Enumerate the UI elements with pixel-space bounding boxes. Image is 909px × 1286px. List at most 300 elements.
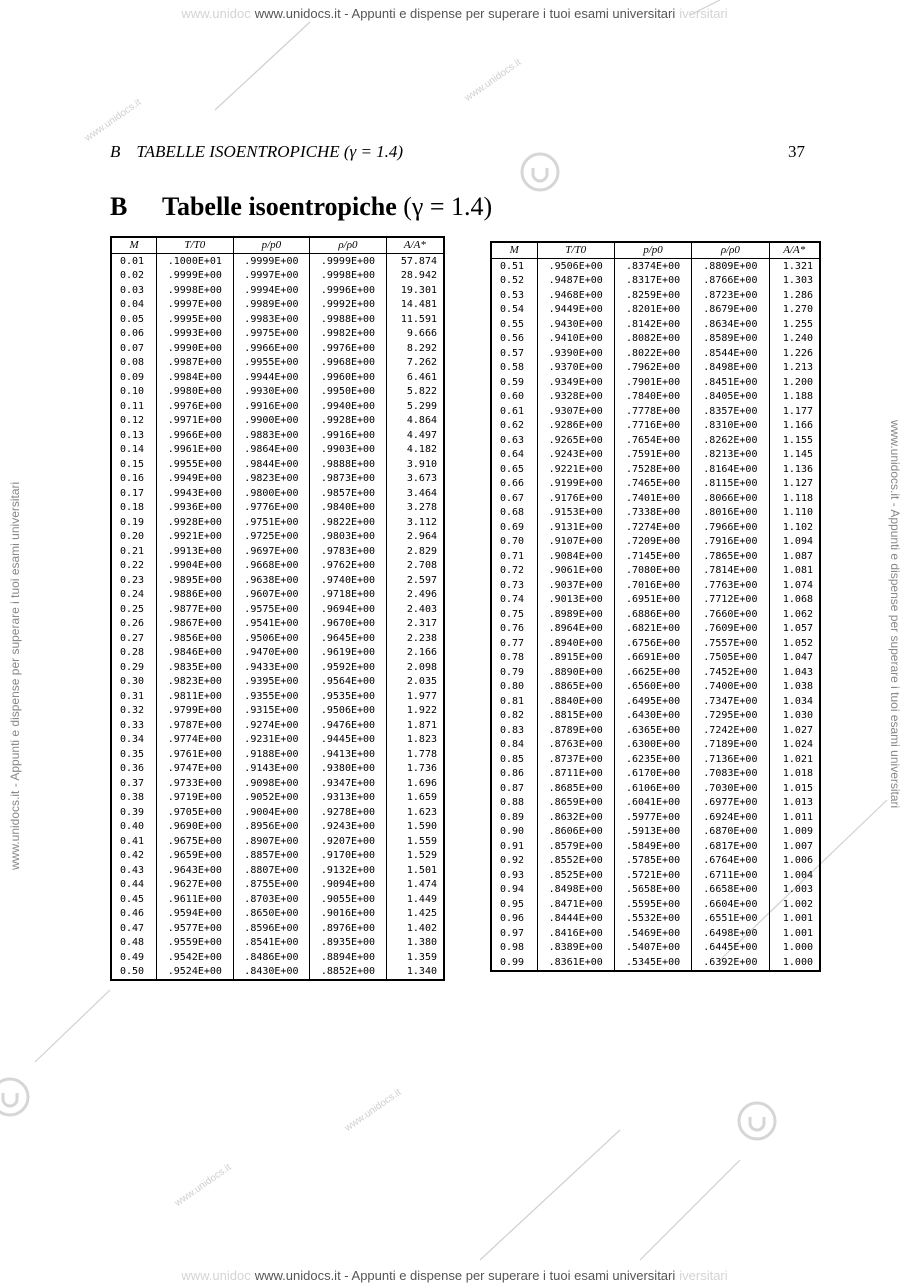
cell-mach: 0.37 — [111, 776, 157, 791]
cell-pressure-ratio: .7962E+00 — [614, 361, 691, 376]
cell-temperature-ratio: .8552E+00 — [537, 854, 614, 869]
table-row — [491, 462, 820, 477]
cell-pressure-ratio: .7401E+00 — [614, 491, 691, 506]
table-row — [111, 573, 444, 588]
cell-area-ratio: 1.047 — [769, 651, 820, 666]
cell-density-ratio: .8894E+00 — [310, 950, 387, 965]
cell-mach: 0.11 — [111, 399, 157, 414]
cell-temperature-ratio: .1000E+01 — [157, 254, 234, 269]
isentropic-table-right — [490, 241, 821, 972]
cell-pressure-ratio: .8541E+00 — [233, 936, 310, 951]
cell-mach: 0.90 — [491, 825, 537, 840]
table-row — [491, 317, 820, 332]
cell-area-ratio: 1.200 — [769, 375, 820, 390]
cell-temperature-ratio: .9430E+00 — [537, 317, 614, 332]
table-row — [491, 448, 820, 463]
cell-mach: 0.98 — [491, 941, 537, 956]
cell-density-ratio: .9968E+00 — [310, 356, 387, 371]
cell-density-ratio: .6604E+00 — [692, 897, 769, 912]
cell-density-ratio: .7189E+00 — [692, 738, 769, 753]
cell-pressure-ratio: .8807E+00 — [233, 863, 310, 878]
cell-temperature-ratio: .9787E+00 — [157, 718, 234, 733]
cell-density-ratio: .6658E+00 — [692, 883, 769, 898]
cell-mach: 0.34 — [111, 733, 157, 748]
cell-pressure-ratio: .7016E+00 — [614, 578, 691, 593]
cell-area-ratio: 2.496 — [386, 588, 444, 603]
cell-area-ratio: 28.942 — [386, 269, 444, 284]
watermark-diagonal: www.unidocs.it — [82, 97, 144, 144]
cell-pressure-ratio: .9800E+00 — [233, 486, 310, 501]
cell-temperature-ratio: .9995E+00 — [157, 312, 234, 327]
cell-area-ratio: 1.057 — [769, 622, 820, 637]
cell-pressure-ratio: .7145E+00 — [614, 549, 691, 564]
cell-pressure-ratio: .9864E+00 — [233, 443, 310, 458]
cell-pressure-ratio: .6041E+00 — [614, 796, 691, 811]
cell-pressure-ratio: .6170E+00 — [614, 767, 691, 782]
cell-temperature-ratio: .8789E+00 — [537, 723, 614, 738]
cell-pressure-ratio: .6300E+00 — [614, 738, 691, 753]
cell-density-ratio: .7712E+00 — [692, 593, 769, 608]
cell-density-ratio: .6551E+00 — [692, 912, 769, 927]
cell-pressure-ratio: .9823E+00 — [233, 472, 310, 487]
table-row — [111, 341, 444, 356]
watermark-right: www.unidocs.it - Appunti e dispense per superare i tuoi esami universitari — [888, 420, 902, 809]
cell-area-ratio: 1.027 — [769, 723, 820, 738]
cell-pressure-ratio: .8755E+00 — [233, 878, 310, 893]
cell-density-ratio: .8679E+00 — [692, 303, 769, 318]
cell-area-ratio: 2.166 — [386, 646, 444, 661]
cell-pressure-ratio: .9188E+00 — [233, 747, 310, 762]
cell-temperature-ratio: .9961E+00 — [157, 443, 234, 458]
cell-mach: 0.46 — [111, 907, 157, 922]
watermark-ghost-right: iversitari — [679, 6, 728, 21]
cell-pressure-ratio: .8857E+00 — [233, 849, 310, 864]
column-header-temperature-ratio: T/T0 — [537, 242, 614, 259]
cell-pressure-ratio: .5913E+00 — [614, 825, 691, 840]
cell-mach: 0.24 — [111, 588, 157, 603]
cell-temperature-ratio: .8659E+00 — [537, 796, 614, 811]
table-row — [111, 385, 444, 400]
cell-density-ratio: .7242E+00 — [692, 723, 769, 738]
cell-mach: 0.86 — [491, 767, 537, 782]
cell-mach: 0.35 — [111, 747, 157, 762]
cell-pressure-ratio: .9575E+00 — [233, 602, 310, 617]
table-row — [111, 269, 444, 284]
cell-area-ratio: 1.081 — [769, 564, 820, 579]
cell-temperature-ratio: .9221E+00 — [537, 462, 614, 477]
cell-temperature-ratio: .9559E+00 — [157, 936, 234, 951]
cell-density-ratio: .9347E+00 — [310, 776, 387, 791]
cell-mach: 0.61 — [491, 404, 537, 419]
cell-density-ratio: .9380E+00 — [310, 762, 387, 777]
table-row — [111, 472, 444, 487]
cell-mach: 0.31 — [111, 689, 157, 704]
cell-temperature-ratio: .9176E+00 — [537, 491, 614, 506]
cell-pressure-ratio: .9274E+00 — [233, 718, 310, 733]
table-row — [491, 680, 820, 695]
cell-density-ratio: .7030E+00 — [692, 781, 769, 796]
cell-area-ratio: 1.177 — [769, 404, 820, 419]
cell-area-ratio: 1.340 — [386, 965, 444, 981]
cell-mach: 0.30 — [111, 675, 157, 690]
cell-pressure-ratio: .9231E+00 — [233, 733, 310, 748]
table-row — [491, 622, 820, 637]
table-row — [491, 781, 820, 796]
cell-temperature-ratio: .9705E+00 — [157, 805, 234, 820]
table-row — [491, 839, 820, 854]
cell-pressure-ratio: .9470E+00 — [233, 646, 310, 661]
cell-mach: 0.99 — [491, 955, 537, 971]
cell-area-ratio: 1.736 — [386, 762, 444, 777]
cell-area-ratio: 2.597 — [386, 573, 444, 588]
cell-mach: 0.96 — [491, 912, 537, 927]
watermark-bottom — [0, 1268, 909, 1283]
cell-temperature-ratio: .8890E+00 — [537, 665, 614, 680]
cell-mach: 0.67 — [491, 491, 537, 506]
cell-area-ratio: 1.659 — [386, 791, 444, 806]
cell-temperature-ratio: .9998E+00 — [157, 283, 234, 298]
table-row — [111, 617, 444, 632]
cell-mach: 0.77 — [491, 636, 537, 651]
cell-mach: 0.22 — [111, 559, 157, 574]
cell-pressure-ratio: .5532E+00 — [614, 912, 691, 927]
table-row — [111, 849, 444, 864]
table-row — [111, 515, 444, 530]
cell-area-ratio: 1.030 — [769, 709, 820, 724]
cell-area-ratio: 1.778 — [386, 747, 444, 762]
cell-area-ratio: 1.188 — [769, 390, 820, 405]
cell-area-ratio: 1.021 — [769, 752, 820, 767]
cell-mach: 0.41 — [111, 834, 157, 849]
cell-pressure-ratio: .8956E+00 — [233, 820, 310, 835]
table-row — [491, 520, 820, 535]
cell-density-ratio: .9592E+00 — [310, 660, 387, 675]
cell-area-ratio: 1.009 — [769, 825, 820, 840]
table-row — [491, 346, 820, 361]
cell-area-ratio: 1.004 — [769, 868, 820, 883]
table-row — [491, 868, 820, 883]
cell-pressure-ratio: .6691E+00 — [614, 651, 691, 666]
cell-temperature-ratio: .9856E+00 — [157, 631, 234, 646]
cell-area-ratio: 1.043 — [769, 665, 820, 680]
cell-temperature-ratio: .8579E+00 — [537, 839, 614, 854]
table-row — [111, 689, 444, 704]
column-header-pressure-ratio: p/p0 — [614, 242, 691, 259]
cell-area-ratio: 1.286 — [769, 288, 820, 303]
section-title-text: Tabelle isoentropiche — [162, 192, 397, 221]
cell-mach: 0.02 — [111, 269, 157, 284]
cell-pressure-ratio: .9725E+00 — [233, 530, 310, 545]
cell-temperature-ratio: .9999E+00 — [157, 269, 234, 284]
cell-density-ratio: .9903E+00 — [310, 443, 387, 458]
table-row — [111, 414, 444, 429]
cell-pressure-ratio: .9930E+00 — [233, 385, 310, 400]
cell-density-ratio: .9740E+00 — [310, 573, 387, 588]
cell-density-ratio: .9996E+00 — [310, 283, 387, 298]
cell-area-ratio: 1.166 — [769, 419, 820, 434]
cell-mach: 0.47 — [111, 921, 157, 936]
cell-pressure-ratio: .9983E+00 — [233, 312, 310, 327]
cell-temperature-ratio: .9153E+00 — [537, 506, 614, 521]
cell-area-ratio: 1.501 — [386, 863, 444, 878]
cell-area-ratio: 1.006 — [769, 854, 820, 869]
cell-temperature-ratio: .9990E+00 — [157, 341, 234, 356]
cell-area-ratio: 2.829 — [386, 544, 444, 559]
cell-density-ratio: .9564E+00 — [310, 675, 387, 690]
cell-mach: 0.87 — [491, 781, 537, 796]
cell-pressure-ratio: .7528E+00 — [614, 462, 691, 477]
cell-temperature-ratio: .9913E+00 — [157, 544, 234, 559]
cell-mach: 0.81 — [491, 694, 537, 709]
watermark-ghost-left: www.unidoc — [181, 6, 251, 21]
table-row — [111, 588, 444, 603]
cell-area-ratio: 19.301 — [386, 283, 444, 298]
cell-density-ratio: .9535E+00 — [310, 689, 387, 704]
section-title — [110, 192, 492, 222]
cell-density-ratio: .8544E+00 — [692, 346, 769, 361]
table-row — [491, 694, 820, 709]
cell-area-ratio: 1.102 — [769, 520, 820, 535]
cell-density-ratio: .6392E+00 — [692, 955, 769, 971]
cell-pressure-ratio: .9638E+00 — [233, 573, 310, 588]
cell-pressure-ratio: .9607E+00 — [233, 588, 310, 603]
cell-mach: 0.97 — [491, 926, 537, 941]
cell-density-ratio: .8976E+00 — [310, 921, 387, 936]
cell-density-ratio: .6870E+00 — [692, 825, 769, 840]
cell-area-ratio: 1.425 — [386, 907, 444, 922]
table-row — [491, 593, 820, 608]
table-row — [491, 288, 820, 303]
cell-mach: 0.39 — [111, 805, 157, 820]
table-row — [491, 796, 820, 811]
table-row — [111, 312, 444, 327]
cell-temperature-ratio: .9835E+00 — [157, 660, 234, 675]
table-row — [491, 767, 820, 782]
table-row — [491, 419, 820, 434]
cell-pressure-ratio: .8907E+00 — [233, 834, 310, 849]
table-row — [491, 375, 820, 390]
cell-temperature-ratio: .9955E+00 — [157, 457, 234, 472]
cell-area-ratio: 4.497 — [386, 428, 444, 443]
cell-density-ratio: .8723E+00 — [692, 288, 769, 303]
table-row — [111, 921, 444, 936]
unidocs-logo-icon — [0, 1073, 34, 1121]
cell-temperature-ratio: .8815E+00 — [537, 709, 614, 724]
cell-area-ratio: 1.062 — [769, 607, 820, 622]
cell-temperature-ratio: .9980E+00 — [157, 385, 234, 400]
cell-density-ratio: .9940E+00 — [310, 399, 387, 414]
cell-area-ratio: 2.238 — [386, 631, 444, 646]
table-row — [111, 370, 444, 385]
cell-density-ratio: .8634E+00 — [692, 317, 769, 332]
cell-density-ratio: .9670E+00 — [310, 617, 387, 632]
cell-temperature-ratio: .8361E+00 — [537, 955, 614, 971]
cell-density-ratio: .8115E+00 — [692, 477, 769, 492]
cell-mach: 0.71 — [491, 549, 537, 564]
cell-temperature-ratio: .9506E+00 — [537, 259, 614, 274]
cell-density-ratio: .7865E+00 — [692, 549, 769, 564]
cell-temperature-ratio: .9013E+00 — [537, 593, 614, 608]
cell-density-ratio: .9803E+00 — [310, 530, 387, 545]
cell-pressure-ratio: .9355E+00 — [233, 689, 310, 704]
cell-temperature-ratio: .9799E+00 — [157, 704, 234, 719]
cell-pressure-ratio: .9433E+00 — [233, 660, 310, 675]
cell-area-ratio: 1.052 — [769, 636, 820, 651]
table-row — [491, 390, 820, 405]
cell-temperature-ratio: .9774E+00 — [157, 733, 234, 748]
cell-mach: 0.88 — [491, 796, 537, 811]
table-row — [491, 259, 820, 274]
cell-temperature-ratio: .8865E+00 — [537, 680, 614, 695]
cell-density-ratio: .9413E+00 — [310, 747, 387, 762]
cell-density-ratio: .6498E+00 — [692, 926, 769, 941]
cell-temperature-ratio: .9131E+00 — [537, 520, 614, 535]
cell-density-ratio: .9982E+00 — [310, 327, 387, 342]
table-row — [491, 723, 820, 738]
cell-mach: 0.80 — [491, 680, 537, 695]
cell-density-ratio: .9207E+00 — [310, 834, 387, 849]
cell-mach: 0.75 — [491, 607, 537, 622]
cell-mach: 0.85 — [491, 752, 537, 767]
table-row — [111, 428, 444, 443]
cell-pressure-ratio: .9989E+00 — [233, 298, 310, 313]
cell-pressure-ratio: .7591E+00 — [614, 448, 691, 463]
cell-temperature-ratio: .9993E+00 — [157, 327, 234, 342]
cell-mach: 0.06 — [111, 327, 157, 342]
cell-density-ratio: .8852E+00 — [310, 965, 387, 981]
table-row — [491, 651, 820, 666]
cell-mach: 0.48 — [111, 936, 157, 951]
cell-pressure-ratio: .7778E+00 — [614, 404, 691, 419]
cell-temperature-ratio: .9659E+00 — [157, 849, 234, 864]
watermark-diagonal: www.unidocs.it — [342, 1087, 404, 1134]
cell-pressure-ratio: .6951E+00 — [614, 593, 691, 608]
cell-pressure-ratio: .7209E+00 — [614, 535, 691, 550]
cell-density-ratio: .8451E+00 — [692, 375, 769, 390]
table-row — [111, 878, 444, 893]
cell-density-ratio: .9170E+00 — [310, 849, 387, 864]
cell-pressure-ratio: .9098E+00 — [233, 776, 310, 791]
cell-area-ratio: 1.270 — [769, 303, 820, 318]
cell-mach: 0.19 — [111, 515, 157, 530]
cell-pressure-ratio: .9994E+00 — [233, 283, 310, 298]
cell-temperature-ratio: .8471E+00 — [537, 897, 614, 912]
cell-mach: 0.53 — [491, 288, 537, 303]
cell-pressure-ratio: .7840E+00 — [614, 390, 691, 405]
watermark-ghost-right: iversitari — [679, 1268, 728, 1283]
cell-area-ratio: 3.112 — [386, 515, 444, 530]
cell-temperature-ratio: .9307E+00 — [537, 404, 614, 419]
table-row — [491, 752, 820, 767]
cell-pressure-ratio: .5345E+00 — [614, 955, 691, 971]
cell-area-ratio: 1.321 — [769, 259, 820, 274]
table-row — [491, 433, 820, 448]
table-row — [111, 602, 444, 617]
cell-density-ratio: .6764E+00 — [692, 854, 769, 869]
cell-density-ratio: .8498E+00 — [692, 361, 769, 376]
table-row — [111, 762, 444, 777]
cell-density-ratio: .8935E+00 — [310, 936, 387, 951]
cell-temperature-ratio: .9061E+00 — [537, 564, 614, 579]
cell-area-ratio: 1.011 — [769, 810, 820, 825]
cell-temperature-ratio: .8389E+00 — [537, 941, 614, 956]
cell-pressure-ratio: .7465E+00 — [614, 477, 691, 492]
cell-area-ratio: 3.673 — [386, 472, 444, 487]
cell-density-ratio: .8405E+00 — [692, 390, 769, 405]
cell-pressure-ratio: .6886E+00 — [614, 607, 691, 622]
cell-mach: 0.14 — [111, 443, 157, 458]
watermark-ghost-left: www.unidoc — [181, 1268, 251, 1283]
cell-temperature-ratio: .8840E+00 — [537, 694, 614, 709]
table-row — [111, 530, 444, 545]
section-title-math: (γ = 1.4) — [403, 192, 493, 221]
cell-density-ratio: .7557E+00 — [692, 636, 769, 651]
cell-density-ratio: .9916E+00 — [310, 428, 387, 443]
table-row — [491, 926, 820, 941]
cell-area-ratio: 1.402 — [386, 921, 444, 936]
cell-density-ratio: .9762E+00 — [310, 559, 387, 574]
cell-temperature-ratio: .9449E+00 — [537, 303, 614, 318]
cell-mach: 0.50 — [111, 965, 157, 981]
cell-mach: 0.09 — [111, 370, 157, 385]
cell-mach: 0.69 — [491, 520, 537, 535]
cell-area-ratio: 1.007 — [769, 839, 820, 854]
table-row — [111, 675, 444, 690]
cell-density-ratio: .8066E+00 — [692, 491, 769, 506]
cell-pressure-ratio: .8201E+00 — [614, 303, 691, 318]
cell-density-ratio: .8357E+00 — [692, 404, 769, 419]
table-row — [491, 303, 820, 318]
cell-area-ratio: 1.136 — [769, 462, 820, 477]
cell-mach: 0.27 — [111, 631, 157, 646]
cell-pressure-ratio: .8142E+00 — [614, 317, 691, 332]
cell-area-ratio: 57.874 — [386, 254, 444, 269]
cell-area-ratio: 1.074 — [769, 578, 820, 593]
cell-density-ratio: .9313E+00 — [310, 791, 387, 806]
cell-pressure-ratio: .8703E+00 — [233, 892, 310, 907]
cell-area-ratio: 2.317 — [386, 617, 444, 632]
cell-density-ratio: .9976E+00 — [310, 341, 387, 356]
table-row — [491, 897, 820, 912]
table-row — [111, 646, 444, 661]
cell-mach: 0.78 — [491, 651, 537, 666]
cell-area-ratio: 7.262 — [386, 356, 444, 371]
cell-mach: 0.01 — [111, 254, 157, 269]
cell-density-ratio: .9998E+00 — [310, 269, 387, 284]
cell-temperature-ratio: .9370E+00 — [537, 361, 614, 376]
cell-pressure-ratio: .6821E+00 — [614, 622, 691, 637]
cell-pressure-ratio: .9315E+00 — [233, 704, 310, 719]
cell-temperature-ratio: .9037E+00 — [537, 578, 614, 593]
cell-density-ratio: .6445E+00 — [692, 941, 769, 956]
table-row — [111, 704, 444, 719]
cell-pressure-ratio: .6235E+00 — [614, 752, 691, 767]
table-row — [491, 825, 820, 840]
table-row — [491, 955, 820, 971]
cell-mach: 0.70 — [491, 535, 537, 550]
cell-density-ratio: .8164E+00 — [692, 462, 769, 477]
cell-temperature-ratio: .8525E+00 — [537, 868, 614, 883]
cell-area-ratio: 1.696 — [386, 776, 444, 791]
cell-temperature-ratio: .9524E+00 — [157, 965, 234, 981]
cell-temperature-ratio: .8685E+00 — [537, 781, 614, 796]
cell-area-ratio: 1.094 — [769, 535, 820, 550]
cell-pressure-ratio: .9955E+00 — [233, 356, 310, 371]
cell-area-ratio: 14.481 — [386, 298, 444, 313]
running-head-letter: B — [110, 142, 121, 161]
table-row — [111, 254, 444, 269]
cell-density-ratio: .9999E+00 — [310, 254, 387, 269]
